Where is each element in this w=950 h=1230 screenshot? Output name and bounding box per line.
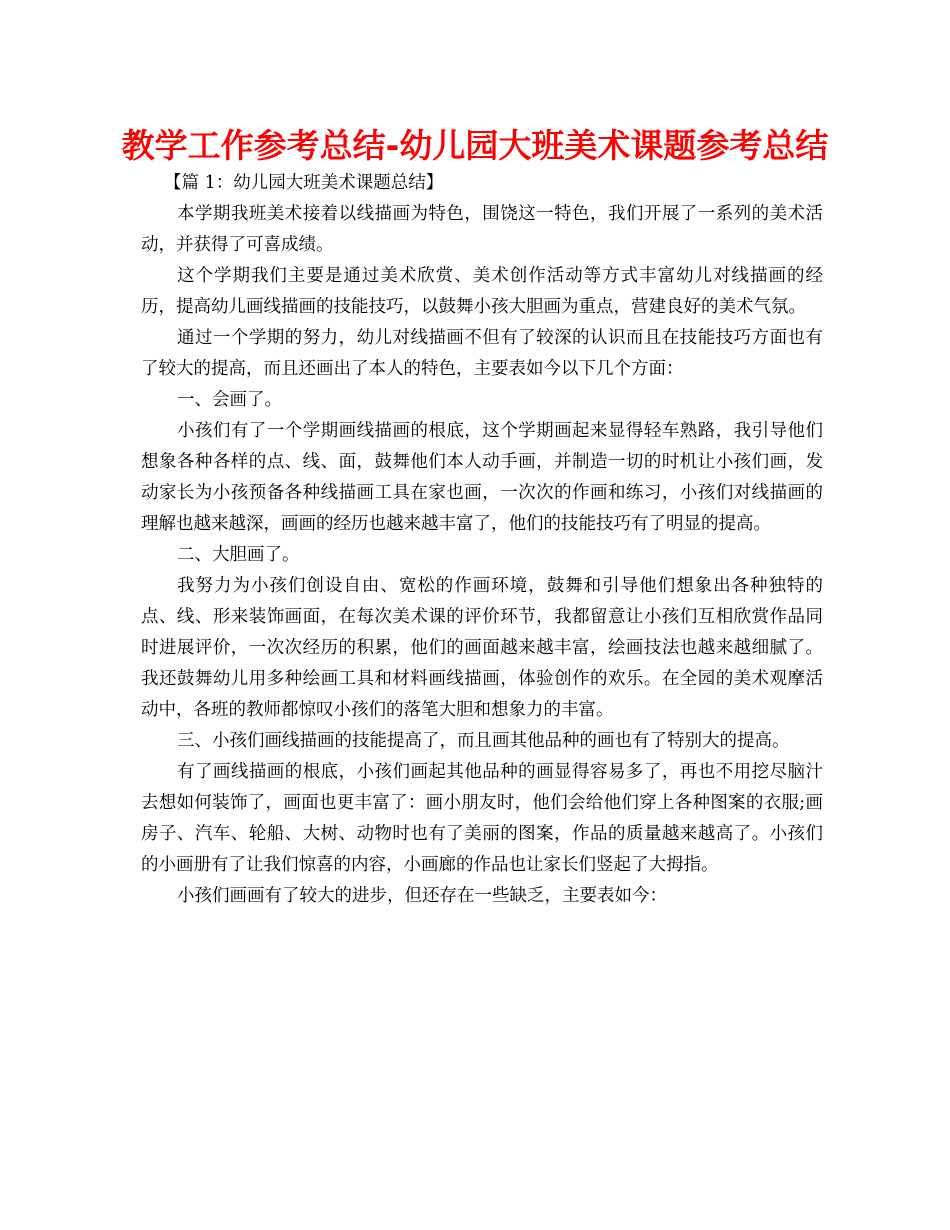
paragraph: 我努力为小孩们创设自由、宽松的作画环境，鼓舞和引导他们想象出各种独特的点、线、形来装饰画面，在每次美术课的评价环节，我都留意让小孩们互相欣赏作品同时进展评价，一次次经历的积累，他们的画面越来越丰富，绘画技法也越来越细腻了。我还鼓舞幼儿用多种绘画工具和材料画线描画，体验创作的欢乐。在全园的美术观摩活动中，各班的教师都惊叹小孩们的落笔大胆和想象力的丰富。: [141, 576, 823, 720]
list-heading: 一、会画了。: [177, 390, 282, 410]
paragraph: 小孩们画画有了较大的进步，但还存在一些缺乏，主要表如今：: [177, 886, 667, 906]
paragraph: 有了画线描画的根底，小孩们画起其他品种的画显得容易多了，再也不用挖尽脑汁去想如何装饰了，画面也更丰富了：画小朋友时，他们会给他们穿上各种图案的衣服;画房子、汽车、轮船、大树、动物时也有了美丽的图案，作品的质量越来越高了。小孩们的小画册有了让我们惊喜的内容，小画廊的作品也让家长们竖起了大拇指。: [141, 762, 823, 875]
list-heading: 三、小孩们画线描画的技能提高了，而且画其他品种的画也有了特别大的提高。: [177, 731, 790, 751]
paragraph: 小孩们有了一个学期画线描画的根底，这个学期画起来显得轻车熟路，我引导他们想象各种各样的点、线、面，鼓舞他们本人动手画，并制造一切的时机让小孩们画，发动家长为小孩预备各种线描画工具在家也画，一次次的作画和练习，小孩们对线描画的理解也越来越深，画画的经历也越来越丰富了，他们的技能技巧有了明显的提高。: [141, 421, 823, 534]
paragraph: 本学期我班美术接着以线描画为特色，围饶这一特色，我们开展了一系列的美术活动，并获得了可喜成绩。: [141, 204, 823, 255]
list-heading: 二、大胆画了。: [177, 545, 300, 565]
paragraph: 通过一个学期的努力，幼儿对线描画不但有了较深的认识而且在技能技巧方面也有了较大的提高，而且还画出了本人的特色，主要表如今以下几个方面：: [141, 328, 823, 379]
section-heading: 【篇 1：幼儿园大班美术课题总结】: [164, 173, 444, 193]
document-body: [141, 168, 823, 912]
paragraph: 这个学期我们主要是通过美术欣赏、美术创作活动等方式丰富幼儿对线描画的经历，提高幼儿画线描画的技能技巧，以鼓舞小孩大胆画为重点，营建良好的美术气氛。: [141, 266, 823, 317]
document-title: 教学工作参考总结-幼儿园大班美术课题参考总结: [121, 126, 829, 165]
